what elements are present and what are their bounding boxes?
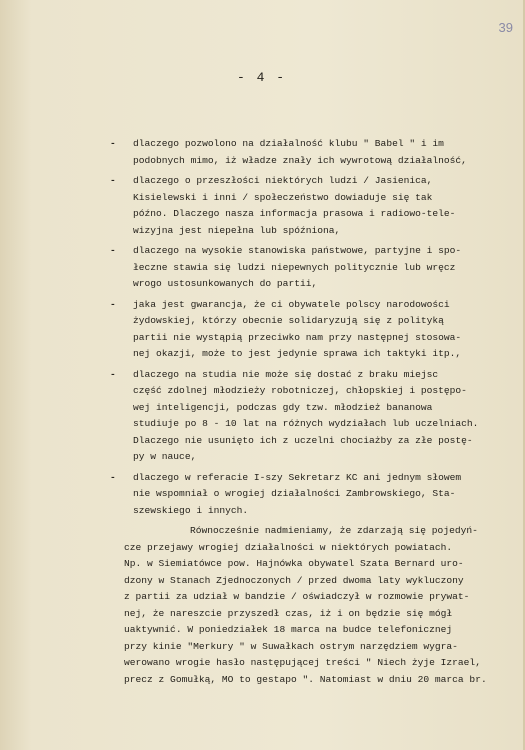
text-line: wizyjna jest niepełna lub spóźniona, [133,224,341,236]
question-item [118,297,510,363]
text-line: - dlaczego w referacie I-szy Sekretarz KC ani jednym słowem [118,470,510,487]
text-line: Kisielewski i inni / społeczeństwo dowiaduje się tak [133,191,433,203]
text-line: studiuje po 8 - 10 lat na różnych wydziałach lub uczelniach. [133,418,479,429]
question-item [118,243,510,293]
text-line: partii nie wystąpią przeciwko nam przy następnej stosowa- [133,331,462,343]
text-line: werowano wrogie hasło następującej treści " Niech żyje Izrael, [124,657,481,668]
text-line: wej inteligencji, podczas gdy tzw. młodzież bananowa [133,401,433,413]
text-line: wrogo ustosunkowanych do partii, [133,278,318,289]
text-line: nie wspomniał o wrogiej działalności Zambrowskiego, Sta- [133,488,456,499]
text-line: nej okazji, może to jest jedynie sprawa ich taktyki itp., [133,348,462,359]
text-line: - dlaczego na wysokie stanowiska państwowe, partyjne i spo- [118,243,510,260]
text-line: - jaka jest gwarancja, że ci obywatele polscy narodowości [118,297,510,314]
text-line: szewskiego i innych. [133,504,249,516]
question-item [118,470,510,520]
text-line: Np. w Siemiatówce pow. Hajnówka obywatel Szata Bernard uro- [124,558,464,569]
text-line: łeczne stawia się ludzi niepewnych politycznie lub wręcz [133,261,456,273]
text-line: Równocześnie nadmieniamy, że zdarzają się pojedyń- [190,525,478,536]
question-list [118,136,510,519]
page-number: - 4 - [236,70,286,85]
closing-paragraph [118,523,510,688]
text-line: podobnych mimo, iż władze znały ich wywrotową działalność, [133,154,467,166]
text-line: późno. Dlaczego nasza informacja prasowa i radiowo-tele- [133,208,456,219]
text-line: - dlaczego o przeszłości niektórych ludzi / Jasienica, [118,173,510,190]
text-line: Dlaczego nie usunięto ich z uczelni chociażby za złe postę- [133,434,473,446]
text-line: - dlaczego pozwolono na działalność klubu " Babel " i im [118,136,510,153]
text-line: przy kinie "Merkury " w Suwałkach ostrym narzędziem wygra- [124,640,458,652]
question-item [118,173,510,239]
archive-page-number: 39 [498,20,513,35]
text-line: - dlaczego na studia nie może się dostać z braku miejsc [118,367,510,384]
text-line: cze przejawy wrogiej działalności w niektórych powiatach. [124,541,453,553]
text-line: nej, że nareszcie przyszedł czas, iż i on będzie się mógł [124,607,453,619]
question-item [118,367,510,466]
text-line: uaktywnić. W poniedziałek 18 marca na budce telefonicznej [124,624,453,635]
text-line: żydowskiej, którzy obecnie solidaryzują się z polityką [133,315,444,326]
text-line: py w nauce, [133,451,197,462]
text-line: dzony w Stanach Zjednoczonych / przed dwoma laty wykluczony [124,574,464,586]
question-item [118,136,510,169]
text-line: część zdolnej młodzieży robotniczej, chłopskiej i postępo- [133,385,467,396]
text-line: z partii za udział w bandzie / oświadczył w rozmowie prywat- [124,591,470,602]
text-line: precz z Gomułką, MO to gestapo ". Natomiast w dniu 20 marca br. [124,673,487,685]
document-body [118,136,510,688]
